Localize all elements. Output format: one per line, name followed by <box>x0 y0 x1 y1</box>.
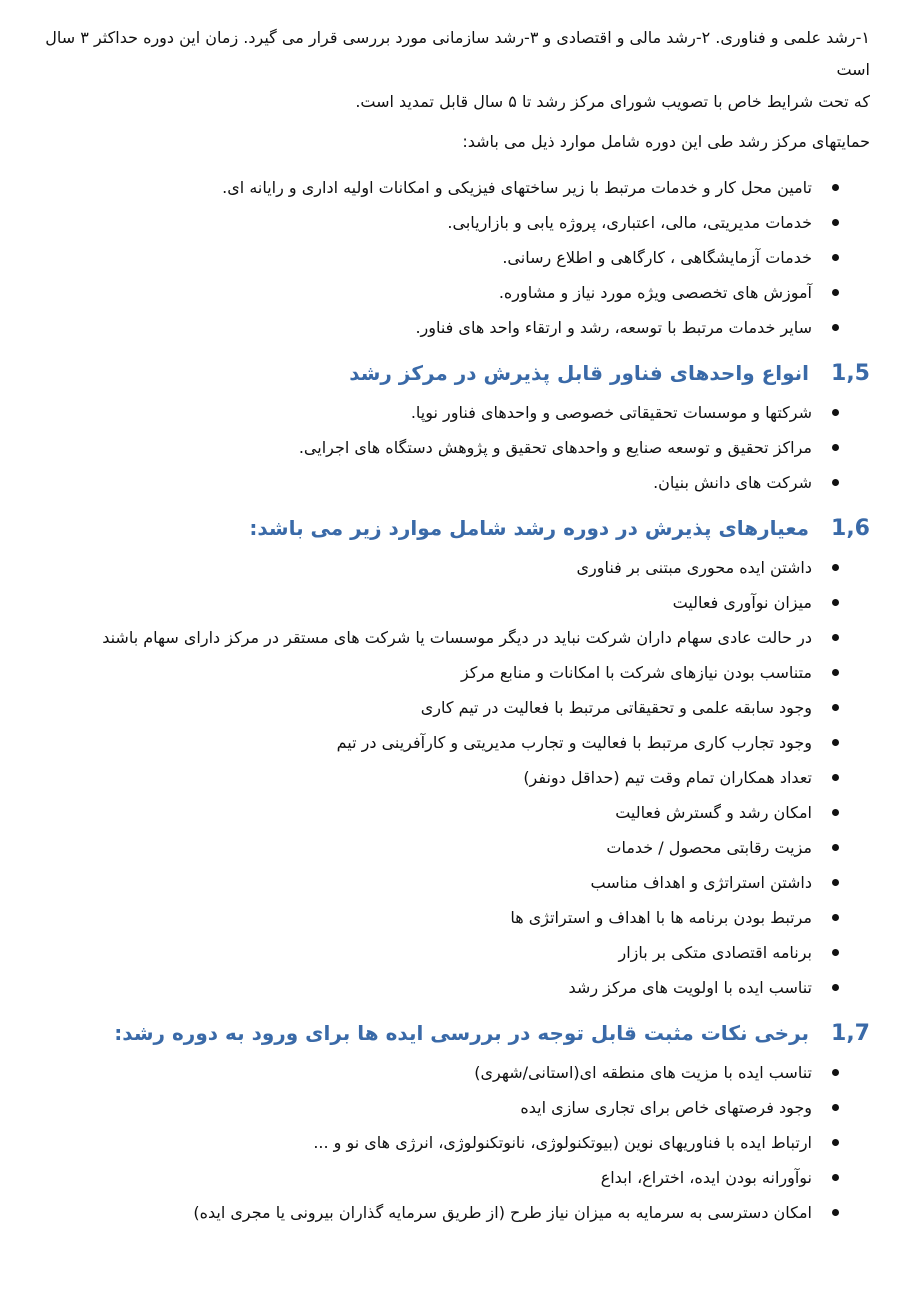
list-item: وجود تجارب کاری مرتبط با فعالیت و تجارب مدیریتی و کارآفرینی در تیم <box>30 725 812 760</box>
intro-line-1: ۱-رشد علمی و فناوری. ۲-رشد مالی و اقتصادی و ۳-رشد سازمانی مورد بررسی قرار می گیرد. زمان این دوره حداکثر ۳ سال است <box>45 28 870 79</box>
list-item: تامین محل کار و خدمات مرتبط با زیر ساختهای فیزیکی و امکانات اولیه اداری و رایانه ای. <box>30 170 812 205</box>
bullet-icon <box>832 479 839 486</box>
bullet-icon <box>832 634 839 641</box>
list-item: خدمات آزمایشگاهی ، کارگاهی و اطلاع رسانی. <box>30 240 812 275</box>
bullet-icon <box>832 254 839 261</box>
list-item: داشتن استراتژی و اهداف مناسب <box>30 865 812 900</box>
list-item: آموزش های تخصصی ویژه مورد نیاز و مشاوره. <box>30 275 812 310</box>
section-1-7-list <box>30 1055 870 1230</box>
section-number: 1,6 <box>831 515 870 541</box>
bullet-icon <box>832 599 839 606</box>
list-item: ارتباط ایده با فناوریهای نوین (بیوتکنولوژی، نانوتکنولوژی، انرژی های نو و ... <box>30 1125 812 1160</box>
section-heading-1-6 <box>30 510 870 546</box>
section-heading-1-7 <box>30 1015 870 1051</box>
bullet-icon <box>832 184 839 191</box>
bullet-icon <box>832 914 839 921</box>
list-item: امکان رشد و گسترش فعالیت <box>30 795 812 830</box>
intro-paragraph <box>30 22 870 118</box>
bullet-icon <box>832 289 839 296</box>
bullet-icon <box>832 1104 839 1111</box>
list-item: داشتن ایده محوری مبتنی بر فناوری <box>30 550 812 585</box>
list-item: امکان دسترسی به سرمایه به میزان نیاز طرح (از طریق سرمایه گذاران بیرونی یا مجری ایده) <box>30 1195 812 1230</box>
section-1-6-list <box>30 550 870 1005</box>
list-item: وجود فرصتهای خاص برای تجاری سازی ایده <box>30 1090 812 1125</box>
bullet-icon <box>832 844 839 851</box>
bullet-icon <box>832 774 839 781</box>
bullet-icon <box>832 1069 839 1076</box>
section-heading-1-5 <box>30 355 870 391</box>
list-item: مرتبط بودن برنامه ها با اهداف و استراتژی ها <box>30 900 812 935</box>
section-title: انواع واحدهای فناور قابل پذیرش در مرکز رشد <box>349 361 810 385</box>
bullet-icon <box>832 444 839 451</box>
support-intro: حمایتهای مرکز رشد طی این دوره شامل موارد ذیل می باشد: <box>462 132 870 151</box>
bullet-icon <box>832 704 839 711</box>
bullet-icon <box>832 984 839 991</box>
section-number: 1,7 <box>831 1020 870 1046</box>
section-1-5-list <box>30 395 870 500</box>
list-item: برنامه اقتصادی متکی بر بازار <box>30 935 812 970</box>
bullet-icon <box>832 669 839 676</box>
bullet-icon <box>832 809 839 816</box>
list-item: تعداد همکاران تمام وقت تیم (حداقل دونفر) <box>30 760 812 795</box>
list-item: خدمات مدیریتی، مالی، اعتباری، پروژه یابی و بازاریابی. <box>30 205 812 240</box>
list-item: در حالت عادی سهام داران شرکت نباید در دیگر موسسات یا شرکت های مستقر در مرکز دارای سهام باشند <box>30 620 812 655</box>
bullet-icon <box>832 1209 839 1216</box>
list-item: شرکت های دانش بنیان. <box>30 465 812 500</box>
section-colon: : <box>249 516 258 540</box>
list-item: مزیت رقابتی محصول / خدمات <box>30 830 812 865</box>
list-item: سایر خدمات مرتبط با توسعه، رشد و ارتقاء واحد های فناور. <box>30 310 812 345</box>
intro-line-2: که تحت شرایط خاص با تصویب شورای مرکز رشد تا ۵ سال قابل تمدید است. <box>355 92 870 111</box>
list-item: شرکتها و موسسات تحقیقاتی خصوصی و واحدهای فناور نوپا. <box>30 395 812 430</box>
bullet-icon <box>832 219 839 226</box>
list-item: تناسب ایده با مزیت های منطقه ای(استانی/شهری) <box>30 1055 812 1090</box>
bullet-icon <box>832 1139 839 1146</box>
section-colon: : <box>114 1021 123 1045</box>
bullet-icon <box>832 409 839 416</box>
list-item: تناسب ایده با اولویت های مرکز رشد <box>30 970 812 1005</box>
document-page <box>30 22 870 1230</box>
section-number: 1,5 <box>831 360 870 386</box>
list-item: نوآورانه بودن ایده، اختراع، ابداع <box>30 1160 812 1195</box>
bullet-icon <box>832 1174 839 1181</box>
section-title: برخی نکات مثبت قابل توجه در بررسی ایده ها برای ورود به دوره رشد <box>122 1021 810 1045</box>
list-item: مراکز تحقیق و توسعه صنایع و واحدهای تحقیق و پژوهش دستگاه های اجرایی. <box>30 430 812 465</box>
list-item: متناسب بودن نیازهای شرکت با امکانات و منابع مرکز <box>30 655 812 690</box>
bullet-icon <box>832 879 839 886</box>
bullet-icon <box>832 564 839 571</box>
support-list <box>30 170 870 345</box>
bullet-icon <box>832 949 839 956</box>
list-item: میزان نوآوری فعالیت <box>30 585 812 620</box>
bullet-icon <box>832 739 839 746</box>
section-title: معیارهای پذیرش در دوره رشد شامل موارد زیر می باشد <box>257 516 810 540</box>
bullet-icon <box>832 324 839 331</box>
list-item: وجود سابقه علمی و تحقیقاتی مرتبط با فعالیت در تیم کاری <box>30 690 812 725</box>
